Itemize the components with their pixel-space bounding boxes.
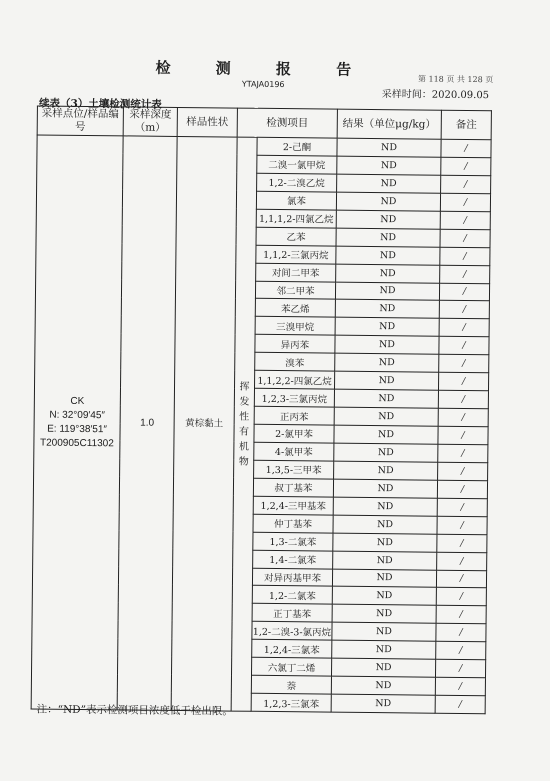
item-name: 1,2-二氯苯 [252, 586, 332, 605]
item-result: ND [332, 569, 436, 588]
item-name: 4-氯甲苯 [254, 442, 334, 461]
item-name: 1,2,3-三氯丙烷 [254, 388, 334, 407]
item-remark: / [439, 319, 489, 337]
item-remark: / [439, 283, 489, 301]
item-result: ND [331, 658, 435, 677]
item-name: 氯苯 [256, 191, 336, 210]
item-remark: / [438, 444, 488, 462]
item-remark: / [436, 606, 486, 624]
item-name: 二溴一氯甲烷 [257, 155, 337, 174]
item-remark: / [441, 175, 491, 193]
item-result: ND [333, 533, 437, 552]
col-header-item: 检测项目 [237, 108, 337, 138]
col-header-nature: 样品性状 [177, 107, 237, 137]
item-remark: / [437, 480, 487, 498]
item-remark: / [440, 265, 490, 283]
item-name: 对间二甲苯 [256, 263, 336, 282]
table-row [37, 135, 491, 158]
item-result: ND [332, 622, 436, 641]
item-result: ND [336, 192, 440, 211]
item-name: 1,3,5-三甲苯 [254, 460, 334, 479]
item-remark: / [437, 516, 487, 534]
item-result: ND [335, 353, 439, 372]
item-result: ND [332, 640, 436, 659]
item-result: ND [335, 371, 439, 390]
item-result: ND [336, 264, 440, 283]
item-result: ND [335, 335, 439, 354]
item-remark: / [436, 588, 486, 606]
item-result: ND [337, 156, 441, 175]
item-remark: / [435, 677, 485, 695]
item-result: ND [334, 389, 438, 408]
item-name: 1,2,3-三氯苯 [251, 693, 331, 712]
item-result: ND [331, 694, 435, 713]
col-header-result: 结果（单位μg/kg） [337, 109, 441, 139]
item-result: ND [333, 497, 437, 516]
item-name: 1,4-二氯苯 [253, 550, 333, 569]
item-name: 异丙苯 [255, 335, 335, 354]
item-remark: / [436, 570, 486, 588]
item-remark: / [439, 354, 489, 372]
item-remark: / [439, 301, 489, 319]
item-name: 萘 [251, 675, 331, 694]
item-name: 邻二甲苯 [255, 281, 335, 300]
item-result: ND [335, 300, 439, 319]
item-remark: / [440, 211, 490, 229]
item-remark: / [440, 247, 490, 265]
item-name: 1,1,1,2-四氯乙烷 [256, 209, 336, 228]
table-header-row [37, 106, 491, 140]
category-label: 挥发性有机物 [238, 381, 250, 468]
sample-point-cell [31, 135, 123, 710]
footnote: 注：“ND”表示检测项目浓度低于检出限。 [36, 703, 234, 718]
item-remark: / [438, 426, 488, 444]
item-remark: / [438, 462, 488, 480]
item-result: ND [334, 461, 438, 480]
sample-point-line: CK [70, 395, 85, 407]
item-name: 1,2-二溴-3-氯丙烷 [252, 622, 332, 641]
item-result: ND [333, 515, 437, 534]
item-name: 苯乙烯 [255, 299, 335, 318]
item-name: 对异丙基甲苯 [252, 568, 332, 587]
item-name: 1,2,4-三氯苯 [252, 640, 332, 659]
sampling-date: 采样时间：2020.09.05 [381, 89, 490, 102]
item-name: 乙苯 [256, 227, 336, 246]
item-name: 三溴甲烷 [255, 317, 335, 336]
sample-point-line: T200905C11302 [39, 437, 114, 449]
report-code: YTAJA0196 [241, 79, 285, 90]
item-remark: / [438, 372, 488, 390]
sample-depth: 1.0 [117, 136, 177, 711]
item-result: ND [333, 551, 437, 570]
soil-test-table [31, 105, 492, 714]
item-name: 溴苯 [255, 353, 335, 372]
item-result: ND [336, 246, 440, 265]
item-name: 2-氯甲苯 [254, 424, 334, 443]
item-name: 2-己酮 [257, 137, 337, 156]
item-remark: / [440, 229, 490, 247]
item-result: ND [335, 282, 439, 301]
item-result: ND [335, 318, 439, 337]
item-remark: / [436, 641, 486, 659]
item-result: ND [333, 479, 437, 498]
item-remark: / [440, 193, 490, 211]
item-result: ND [336, 210, 440, 229]
item-remark: / [438, 390, 488, 408]
col-header-point: 采样点位/样品编号 [37, 106, 123, 136]
sample-point-line: N: 32°09′45″ [49, 409, 106, 421]
col-header-depth: 采样深度（m） [123, 107, 177, 137]
item-name: 仲丁基苯 [253, 514, 333, 533]
item-result: ND [334, 407, 438, 426]
sample-nature: 黄棕黏土 [171, 136, 237, 711]
item-result: ND [332, 604, 436, 623]
item-remark: / [441, 139, 491, 157]
item-name: 1,1,2,2-四氯乙烷 [255, 370, 335, 389]
item-remark: / [439, 337, 489, 355]
item-remark: / [436, 624, 486, 642]
item-remark: / [435, 695, 485, 713]
item-name: 1,2-二溴乙烷 [257, 173, 337, 192]
item-result: ND [337, 174, 441, 193]
item-name: 正丙苯 [254, 406, 334, 425]
item-name: 正丁基苯 [252, 604, 332, 623]
item-result: ND [331, 676, 435, 695]
item-remark: / [438, 408, 488, 426]
item-name: 1,2,4-三甲基苯 [253, 496, 333, 515]
item-result: ND [337, 138, 441, 157]
item-result: ND [332, 587, 436, 606]
item-name: 1,1,2-三氯丙烷 [256, 245, 336, 264]
item-result: ND [336, 228, 440, 247]
col-header-remark: 备注 [441, 110, 491, 140]
item-name: 叔丁基苯 [253, 478, 333, 497]
item-name: 六氯丁二烯 [251, 657, 331, 676]
item-name: 1,3-二氯苯 [253, 532, 333, 551]
item-result: ND [334, 443, 438, 462]
item-remark: / [435, 659, 485, 677]
item-remark: / [441, 157, 491, 175]
item-remark: / [437, 534, 487, 552]
table-caption: 续表（3）土壤检测统计表 [38, 97, 162, 111]
item-result: ND [334, 425, 438, 444]
item-remark: / [437, 552, 487, 570]
report-title: 检 测 报 告 [155, 58, 372, 79]
sample-point-line: E: 119°38′51″ [47, 423, 108, 435]
item-remark: / [437, 498, 487, 516]
page-number: 第 118 页 共 128 页 [417, 74, 494, 85]
